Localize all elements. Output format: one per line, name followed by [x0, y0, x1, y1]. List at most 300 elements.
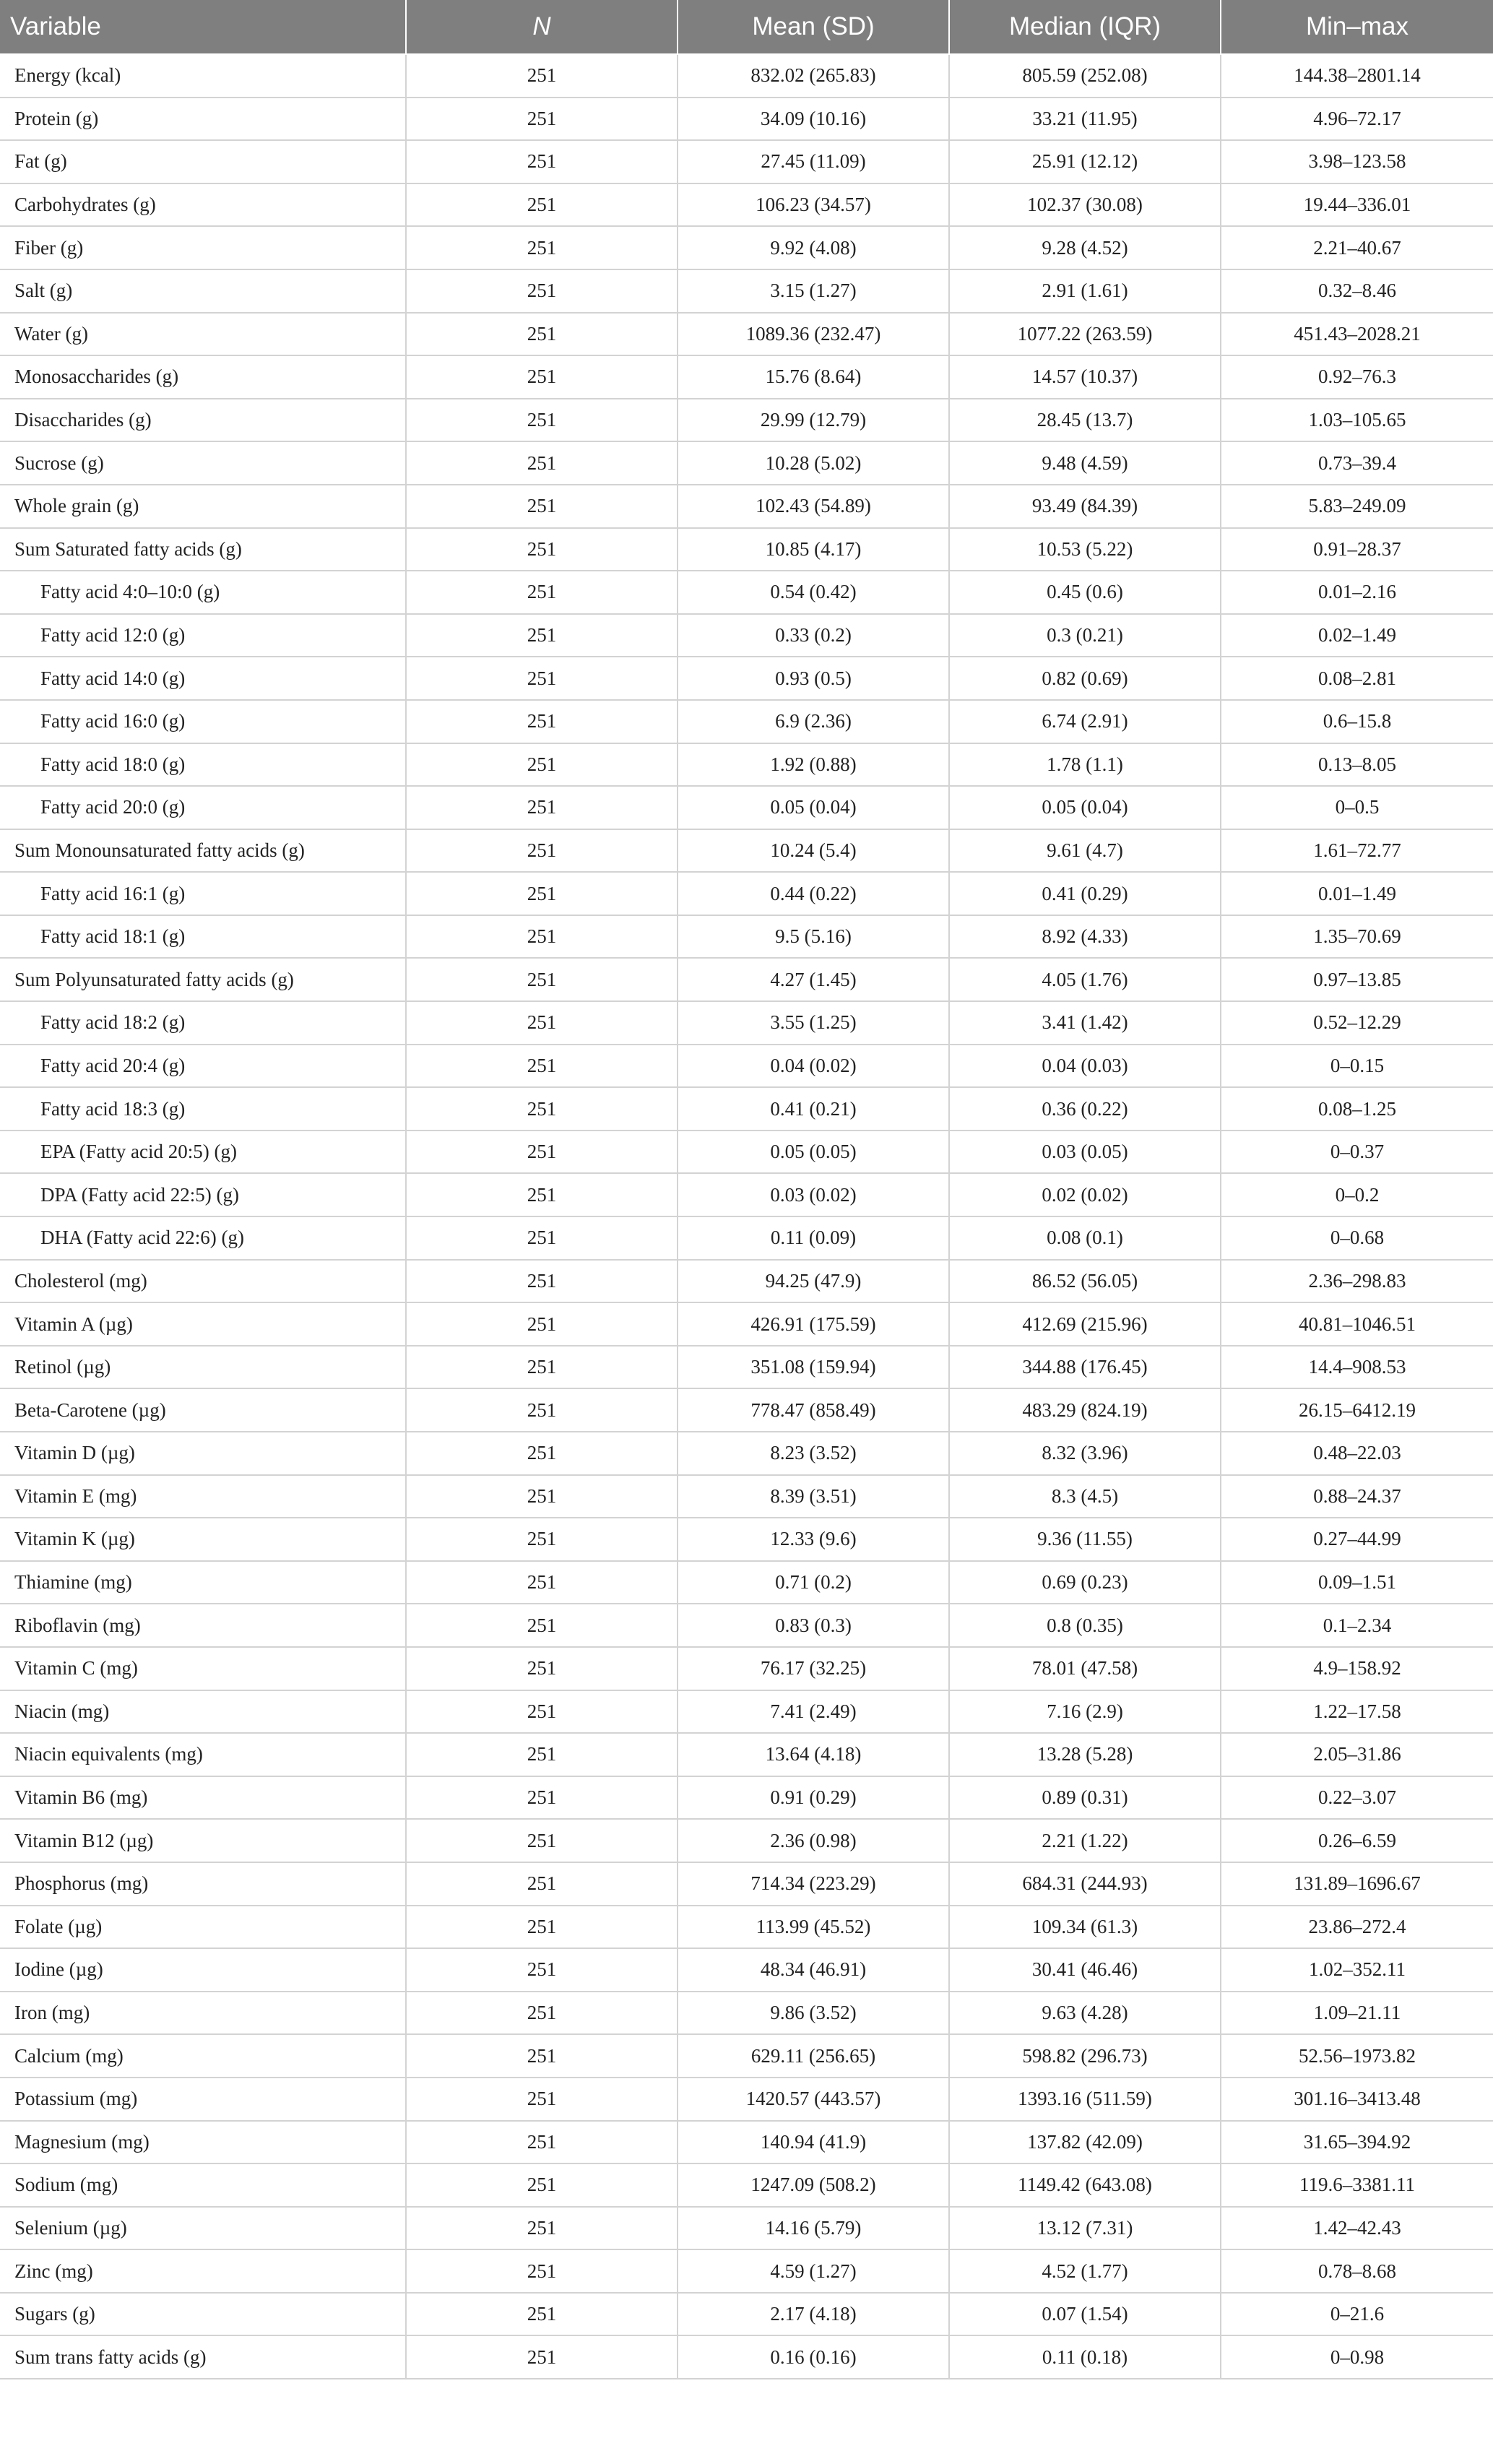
cell-median-iqr: 137.82 (42.09)	[949, 2121, 1221, 2164]
cell-median-iqr: 0.8 (0.35)	[949, 1604, 1221, 1647]
cell-min-max: 40.81–1046.51	[1221, 1302, 1493, 1346]
table-row	[0, 915, 1493, 959]
cell-n: 251	[406, 1819, 678, 1862]
cell-min-max: 5.83–249.09	[1221, 485, 1493, 528]
cell-variable: Iron (mg)	[0, 1992, 406, 2035]
cell-mean-sd: 832.02 (265.83)	[678, 54, 949, 98]
table-row	[0, 1948, 1493, 1992]
cell-median-iqr: 0.69 (0.23)	[949, 1561, 1221, 1604]
cell-mean-sd: 9.5 (5.16)	[678, 915, 949, 959]
cell-mean-sd: 4.27 (1.45)	[678, 958, 949, 1001]
cell-min-max: 0.97–13.85	[1221, 958, 1493, 1001]
cell-min-max: 451.43–2028.21	[1221, 313, 1493, 356]
cell-n: 251	[406, 2293, 678, 2336]
cell-n: 251	[406, 1733, 678, 1776]
table-row	[0, 700, 1493, 743]
cell-mean-sd: 9.92 (4.08)	[678, 226, 949, 269]
cell-variable: DPA (Fatty acid 22:5) (g)	[0, 1173, 406, 1216]
cell-median-iqr: 86.52 (56.05)	[949, 1260, 1221, 1303]
table-row	[0, 1776, 1493, 1820]
table-row	[0, 1690, 1493, 1734]
cell-median-iqr: 9.28 (4.52)	[949, 226, 1221, 269]
cell-min-max: 0–0.15	[1221, 1045, 1493, 1088]
cell-median-iqr: 0.02 (0.02)	[949, 1173, 1221, 1216]
cell-mean-sd: 12.33 (9.6)	[678, 1518, 949, 1561]
cell-variable: Vitamin K (µg)	[0, 1518, 406, 1561]
table-row	[0, 399, 1493, 442]
cell-variable: Vitamin E (mg)	[0, 1475, 406, 1518]
cell-median-iqr: 8.92 (4.33)	[949, 915, 1221, 959]
cell-variable: Fiber (g)	[0, 226, 406, 269]
cell-n: 251	[406, 614, 678, 657]
cell-median-iqr: 9.36 (11.55)	[949, 1518, 1221, 1561]
table-row	[0, 1388, 1493, 1432]
cell-n: 251	[406, 441, 678, 485]
cell-n: 251	[406, 1475, 678, 1518]
cell-mean-sd: 778.47 (858.49)	[678, 1388, 949, 1432]
cell-n: 251	[406, 2207, 678, 2250]
cell-median-iqr: 78.01 (47.58)	[949, 1647, 1221, 1690]
cell-variable: Riboflavin (mg)	[0, 1604, 406, 1647]
cell-variable: Energy (kcal)	[0, 54, 406, 98]
cell-median-iqr: 412.69 (215.96)	[949, 1302, 1221, 1346]
table-row	[0, 2121, 1493, 2164]
cell-min-max: 1.35–70.69	[1221, 915, 1493, 959]
cell-variable: Sum trans fatty acids (g)	[0, 2335, 406, 2379]
cell-median-iqr: 0.08 (0.1)	[949, 1216, 1221, 1260]
cell-median-iqr: 1.78 (1.1)	[949, 743, 1221, 787]
cell-n: 251	[406, 1045, 678, 1088]
cell-variable: Monosaccharides (g)	[0, 355, 406, 399]
cell-median-iqr: 109.34 (61.3)	[949, 1906, 1221, 1949]
cell-min-max: 0.01–2.16	[1221, 571, 1493, 614]
header-row	[0, 0, 1493, 54]
table-row	[0, 1604, 1493, 1647]
cell-variable: Magnesium (mg)	[0, 2121, 406, 2164]
cell-variable: Sodium (mg)	[0, 2163, 406, 2207]
cell-mean-sd: 0.05 (0.05)	[678, 1131, 949, 1174]
cell-n: 251	[406, 1346, 678, 1389]
cell-n: 251	[406, 485, 678, 528]
cell-n: 251	[406, 829, 678, 873]
cell-median-iqr: 344.88 (176.45)	[949, 1346, 1221, 1389]
cell-median-iqr: 0.82 (0.69)	[949, 657, 1221, 700]
cell-mean-sd: 140.94 (41.9)	[678, 2121, 949, 2164]
table-body	[0, 54, 1493, 2379]
table-row	[0, 1906, 1493, 1949]
cell-median-iqr: 9.61 (4.7)	[949, 829, 1221, 873]
cell-variable: Niacin (mg)	[0, 1690, 406, 1734]
cell-mean-sd: 0.11 (0.09)	[678, 1216, 949, 1260]
cell-n: 251	[406, 183, 678, 227]
table-row	[0, 1216, 1493, 1260]
cell-n: 251	[406, 98, 678, 141]
table-row	[0, 1045, 1493, 1088]
cell-n: 251	[406, 1216, 678, 1260]
cell-n: 251	[406, 743, 678, 787]
cell-n: 251	[406, 872, 678, 915]
cell-min-max: 0.32–8.46	[1221, 269, 1493, 313]
cell-mean-sd: 76.17 (32.25)	[678, 1647, 949, 1690]
cell-n: 251	[406, 1432, 678, 1475]
cell-mean-sd: 8.39 (3.51)	[678, 1475, 949, 1518]
cell-min-max: 23.86–272.4	[1221, 1906, 1493, 1949]
cell-variable: Potassium (mg)	[0, 2078, 406, 2121]
cell-min-max: 0.26–6.59	[1221, 1819, 1493, 1862]
cell-n: 251	[406, 54, 678, 98]
cell-mean-sd: 102.43 (54.89)	[678, 485, 949, 528]
table-row	[0, 1561, 1493, 1604]
cell-n: 251	[406, 226, 678, 269]
table-row	[0, 2078, 1493, 2121]
cell-variable: Fat (g)	[0, 140, 406, 183]
cell-median-iqr: 1149.42 (643.08)	[949, 2163, 1221, 2207]
cell-median-iqr: 0.03 (0.05)	[949, 1131, 1221, 1174]
cell-mean-sd: 2.17 (4.18)	[678, 2293, 949, 2336]
cell-median-iqr: 10.53 (5.22)	[949, 528, 1221, 571]
cell-min-max: 144.38–2801.14	[1221, 54, 1493, 98]
cell-median-iqr: 2.21 (1.22)	[949, 1819, 1221, 1862]
table-row	[0, 786, 1493, 829]
cell-mean-sd: 629.11 (256.65)	[678, 2034, 949, 2078]
cell-mean-sd: 0.93 (0.5)	[678, 657, 949, 700]
cell-median-iqr: 4.52 (1.77)	[949, 2249, 1221, 2293]
cell-variable: Calcium (mg)	[0, 2034, 406, 2078]
cell-mean-sd: 0.54 (0.42)	[678, 571, 949, 614]
table-row	[0, 958, 1493, 1001]
table-row	[0, 1001, 1493, 1045]
cell-mean-sd: 1089.36 (232.47)	[678, 313, 949, 356]
cell-median-iqr: 4.05 (1.76)	[949, 958, 1221, 1001]
cell-variable: Fatty acid 12:0 (g)	[0, 614, 406, 657]
cell-n: 251	[406, 2249, 678, 2293]
table-row	[0, 528, 1493, 571]
cell-mean-sd: 0.33 (0.2)	[678, 614, 949, 657]
table-row	[0, 269, 1493, 313]
table-row	[0, 2034, 1493, 2078]
cell-median-iqr: 8.3 (4.5)	[949, 1475, 1221, 1518]
cell-mean-sd: 9.86 (3.52)	[678, 1992, 949, 2035]
cell-mean-sd: 0.16 (0.16)	[678, 2335, 949, 2379]
cell-variable: Fatty acid 14:0 (g)	[0, 657, 406, 700]
table-row	[0, 1819, 1493, 1862]
cell-min-max: 0–0.2	[1221, 1173, 1493, 1216]
cell-mean-sd: 351.08 (159.94)	[678, 1346, 949, 1389]
cell-variable: Sucrose (g)	[0, 441, 406, 485]
table-row	[0, 140, 1493, 183]
cell-median-iqr: 2.91 (1.61)	[949, 269, 1221, 313]
cell-min-max: 1.09–21.11	[1221, 1992, 1493, 2035]
cell-min-max: 52.56–1973.82	[1221, 2034, 1493, 2078]
cell-min-max: 0.27–44.99	[1221, 1518, 1493, 1561]
cell-min-max: 0.48–22.03	[1221, 1432, 1493, 1475]
cell-median-iqr: 0.3 (0.21)	[949, 614, 1221, 657]
cell-min-max: 1.22–17.58	[1221, 1690, 1493, 1734]
cell-median-iqr: 14.57 (10.37)	[949, 355, 1221, 399]
cell-median-iqr: 0.36 (0.22)	[949, 1087, 1221, 1131]
cell-min-max: 0.6–15.8	[1221, 700, 1493, 743]
cell-variable: Retinol (µg)	[0, 1346, 406, 1389]
cell-min-max: 1.42–42.43	[1221, 2207, 1493, 2250]
cell-variable: Protein (g)	[0, 98, 406, 141]
cell-n: 251	[406, 1948, 678, 1992]
cell-variable: Phosphorus (mg)	[0, 1862, 406, 1906]
cell-n: 251	[406, 1260, 678, 1303]
table-row	[0, 1862, 1493, 1906]
table-row	[0, 183, 1493, 227]
table-row	[0, 1992, 1493, 2035]
cell-mean-sd: 10.24 (5.4)	[678, 829, 949, 873]
cell-min-max: 0.52–12.29	[1221, 1001, 1493, 1045]
cell-n: 251	[406, 2078, 678, 2121]
cell-mean-sd: 94.25 (47.9)	[678, 1260, 949, 1303]
cell-median-iqr: 0.89 (0.31)	[949, 1776, 1221, 1820]
cell-min-max: 0.73–39.4	[1221, 441, 1493, 485]
header-min-max: Min–max	[1221, 0, 1493, 54]
cell-variable: Sum Monounsaturated fatty acids (g)	[0, 829, 406, 873]
cell-mean-sd: 2.36 (0.98)	[678, 1819, 949, 1862]
cell-variable: EPA (Fatty acid 20:5) (g)	[0, 1131, 406, 1174]
cell-variable: Fatty acid 18:1 (g)	[0, 915, 406, 959]
header-median-iqr: Median (IQR)	[949, 0, 1221, 54]
cell-mean-sd: 27.45 (11.09)	[678, 140, 949, 183]
cell-min-max: 19.44–336.01	[1221, 183, 1493, 227]
cell-min-max: 0.88–24.37	[1221, 1475, 1493, 1518]
cell-n: 251	[406, 657, 678, 700]
cell-variable: Sugars (g)	[0, 2293, 406, 2336]
cell-n: 251	[406, 1604, 678, 1647]
cell-median-iqr: 9.48 (4.59)	[949, 441, 1221, 485]
cell-min-max: 0–21.6	[1221, 2293, 1493, 2336]
cell-min-max: 14.4–908.53	[1221, 1346, 1493, 1389]
cell-min-max: 2.05–31.86	[1221, 1733, 1493, 1776]
cell-median-iqr: 805.59 (252.08)	[949, 54, 1221, 98]
cell-variable: Fatty acid 4:0–10:0 (g)	[0, 571, 406, 614]
table-row	[0, 1346, 1493, 1389]
cell-median-iqr: 25.91 (12.12)	[949, 140, 1221, 183]
cell-median-iqr: 8.32 (3.96)	[949, 1432, 1221, 1475]
cell-min-max: 0–0.98	[1221, 2335, 1493, 2379]
cell-variable: Fatty acid 18:0 (g)	[0, 743, 406, 787]
table-row	[0, 313, 1493, 356]
cell-min-max: 301.16–3413.48	[1221, 2078, 1493, 2121]
table-header	[0, 0, 1493, 54]
cell-min-max: 0.13–8.05	[1221, 743, 1493, 787]
cell-min-max: 0.02–1.49	[1221, 614, 1493, 657]
cell-median-iqr: 0.11 (0.18)	[949, 2335, 1221, 2379]
cell-mean-sd: 0.05 (0.04)	[678, 786, 949, 829]
cell-n: 251	[406, 1518, 678, 1561]
cell-min-max: 119.6–3381.11	[1221, 2163, 1493, 2207]
cell-median-iqr: 1393.16 (511.59)	[949, 2078, 1221, 2121]
cell-variable: Fatty acid 18:2 (g)	[0, 1001, 406, 1045]
cell-n: 251	[406, 1776, 678, 1820]
cell-variable: Sum Polyunsaturated fatty acids (g)	[0, 958, 406, 1001]
cell-min-max: 1.03–105.65	[1221, 399, 1493, 442]
cell-n: 251	[406, 1131, 678, 1174]
cell-variable: Whole grain (g)	[0, 485, 406, 528]
cell-mean-sd: 0.44 (0.22)	[678, 872, 949, 915]
table-row	[0, 1260, 1493, 1303]
cell-mean-sd: 7.41 (2.49)	[678, 1690, 949, 1734]
cell-mean-sd: 0.41 (0.21)	[678, 1087, 949, 1131]
cell-mean-sd: 0.83 (0.3)	[678, 1604, 949, 1647]
cell-min-max: 1.02–352.11	[1221, 1948, 1493, 1992]
cell-n: 251	[406, 700, 678, 743]
cell-median-iqr: 0.07 (1.54)	[949, 2293, 1221, 2336]
table-row	[0, 1475, 1493, 1518]
cell-n: 251	[406, 1561, 678, 1604]
cell-mean-sd: 1420.57 (443.57)	[678, 2078, 949, 2121]
cell-median-iqr: 33.21 (11.95)	[949, 98, 1221, 141]
cell-n: 251	[406, 355, 678, 399]
cell-min-max: 0.09–1.51	[1221, 1561, 1493, 1604]
cell-mean-sd: 8.23 (3.52)	[678, 1432, 949, 1475]
cell-min-max: 0.92–76.3	[1221, 355, 1493, 399]
cell-median-iqr: 30.41 (46.46)	[949, 1948, 1221, 1992]
cell-mean-sd: 3.15 (1.27)	[678, 269, 949, 313]
cell-n: 251	[406, 1647, 678, 1690]
cell-mean-sd: 0.03 (0.02)	[678, 1173, 949, 1216]
cell-variable: Fatty acid 16:0 (g)	[0, 700, 406, 743]
table-row	[0, 98, 1493, 141]
cell-variable: Fatty acid 18:3 (g)	[0, 1087, 406, 1131]
cell-median-iqr: 13.28 (5.28)	[949, 1733, 1221, 1776]
cell-mean-sd: 426.91 (175.59)	[678, 1302, 949, 1346]
cell-min-max: 0.91–28.37	[1221, 528, 1493, 571]
cell-min-max: 0–0.68	[1221, 1216, 1493, 1260]
table-row	[0, 743, 1493, 787]
cell-n: 251	[406, 786, 678, 829]
cell-min-max: 0.08–2.81	[1221, 657, 1493, 700]
cell-median-iqr: 0.45 (0.6)	[949, 571, 1221, 614]
cell-median-iqr: 102.37 (30.08)	[949, 183, 1221, 227]
cell-median-iqr: 0.41 (0.29)	[949, 872, 1221, 915]
cell-min-max: 31.65–394.92	[1221, 2121, 1493, 2164]
cell-median-iqr: 6.74 (2.91)	[949, 700, 1221, 743]
table-row	[0, 657, 1493, 700]
cell-variable: Zinc (mg)	[0, 2249, 406, 2293]
cell-median-iqr: 483.29 (824.19)	[949, 1388, 1221, 1432]
cell-median-iqr: 93.49 (84.39)	[949, 485, 1221, 528]
cell-mean-sd: 0.71 (0.2)	[678, 1561, 949, 1604]
cell-variable: Vitamin C (mg)	[0, 1647, 406, 1690]
table-row	[0, 2293, 1493, 2336]
cell-median-iqr: 7.16 (2.9)	[949, 1690, 1221, 1734]
cell-min-max: 1.61–72.77	[1221, 829, 1493, 873]
table-row	[0, 1733, 1493, 1776]
cell-n: 251	[406, 1173, 678, 1216]
cell-n: 251	[406, 2335, 678, 2379]
table-row	[0, 1432, 1493, 1475]
cell-n: 251	[406, 1862, 678, 1906]
cell-min-max: 0–0.5	[1221, 786, 1493, 829]
cell-mean-sd: 113.99 (45.52)	[678, 1906, 949, 1949]
table-row	[0, 571, 1493, 614]
cell-min-max: 2.21–40.67	[1221, 226, 1493, 269]
table-row	[0, 2335, 1493, 2379]
table-row	[0, 2249, 1493, 2293]
cell-variable: Iodine (µg)	[0, 1948, 406, 1992]
cell-variable: Thiamine (mg)	[0, 1561, 406, 1604]
cell-median-iqr: 3.41 (1.42)	[949, 1001, 1221, 1045]
cell-mean-sd: 0.04 (0.02)	[678, 1045, 949, 1088]
cell-n: 251	[406, 1302, 678, 1346]
cell-n: 251	[406, 2163, 678, 2207]
cell-median-iqr: 1077.22 (263.59)	[949, 313, 1221, 356]
cell-n: 251	[406, 2121, 678, 2164]
cell-min-max: 26.15–6412.19	[1221, 1388, 1493, 1432]
table-row	[0, 1647, 1493, 1690]
cell-n: 251	[406, 140, 678, 183]
cell-min-max: 0.22–3.07	[1221, 1776, 1493, 1820]
cell-min-max: 4.9–158.92	[1221, 1647, 1493, 1690]
cell-min-max: 3.98–123.58	[1221, 140, 1493, 183]
cell-median-iqr: 0.04 (0.03)	[949, 1045, 1221, 1088]
cell-mean-sd: 6.9 (2.36)	[678, 700, 949, 743]
cell-n: 251	[406, 571, 678, 614]
cell-n: 251	[406, 1992, 678, 2035]
cell-n: 251	[406, 958, 678, 1001]
cell-mean-sd: 714.34 (223.29)	[678, 1862, 949, 1906]
cell-n: 251	[406, 1001, 678, 1045]
header-mean-sd: Mean (SD)	[678, 0, 949, 54]
table-row	[0, 54, 1493, 98]
table-row	[0, 1518, 1493, 1561]
cell-n: 251	[406, 2034, 678, 2078]
header-variable: Variable	[0, 0, 406, 54]
cell-mean-sd: 1.92 (0.88)	[678, 743, 949, 787]
cell-variable: Sum Saturated fatty acids (g)	[0, 528, 406, 571]
cell-variable: Selenium (µg)	[0, 2207, 406, 2250]
cell-n: 251	[406, 915, 678, 959]
table-row	[0, 485, 1493, 528]
cell-variable: Cholesterol (mg)	[0, 1260, 406, 1303]
cell-mean-sd: 48.34 (46.91)	[678, 1948, 949, 1992]
table-row	[0, 441, 1493, 485]
cell-n: 251	[406, 528, 678, 571]
cell-variable: Disaccharides (g)	[0, 399, 406, 442]
cell-mean-sd: 13.64 (4.18)	[678, 1733, 949, 1776]
cell-mean-sd: 29.99 (12.79)	[678, 399, 949, 442]
table-row	[0, 355, 1493, 399]
cell-median-iqr: 0.05 (0.04)	[949, 786, 1221, 829]
cell-n: 251	[406, 1087, 678, 1131]
cell-variable: Beta-Carotene (µg)	[0, 1388, 406, 1432]
cell-median-iqr: 13.12 (7.31)	[949, 2207, 1221, 2250]
cell-min-max: 0.08–1.25	[1221, 1087, 1493, 1131]
cell-mean-sd: 106.23 (34.57)	[678, 183, 949, 227]
cell-n: 251	[406, 399, 678, 442]
cell-median-iqr: 9.63 (4.28)	[949, 1992, 1221, 2035]
cell-n: 251	[406, 313, 678, 356]
cell-variable: Vitamin B12 (µg)	[0, 1819, 406, 1862]
cell-variable: Water (g)	[0, 313, 406, 356]
cell-variable: DHA (Fatty acid 22:6) (g)	[0, 1216, 406, 1260]
cell-mean-sd: 14.16 (5.79)	[678, 2207, 949, 2250]
table-row	[0, 2163, 1493, 2207]
cell-variable: Folate (µg)	[0, 1906, 406, 1949]
cell-median-iqr: 598.82 (296.73)	[949, 2034, 1221, 2078]
table-row	[0, 1131, 1493, 1174]
table-row	[0, 2207, 1493, 2250]
cell-variable: Fatty acid 20:4 (g)	[0, 1045, 406, 1088]
cell-min-max: 2.36–298.83	[1221, 1260, 1493, 1303]
table-row	[0, 614, 1493, 657]
cell-variable: Salt (g)	[0, 269, 406, 313]
table-row	[0, 1302, 1493, 1346]
cell-variable: Niacin equivalents (mg)	[0, 1733, 406, 1776]
